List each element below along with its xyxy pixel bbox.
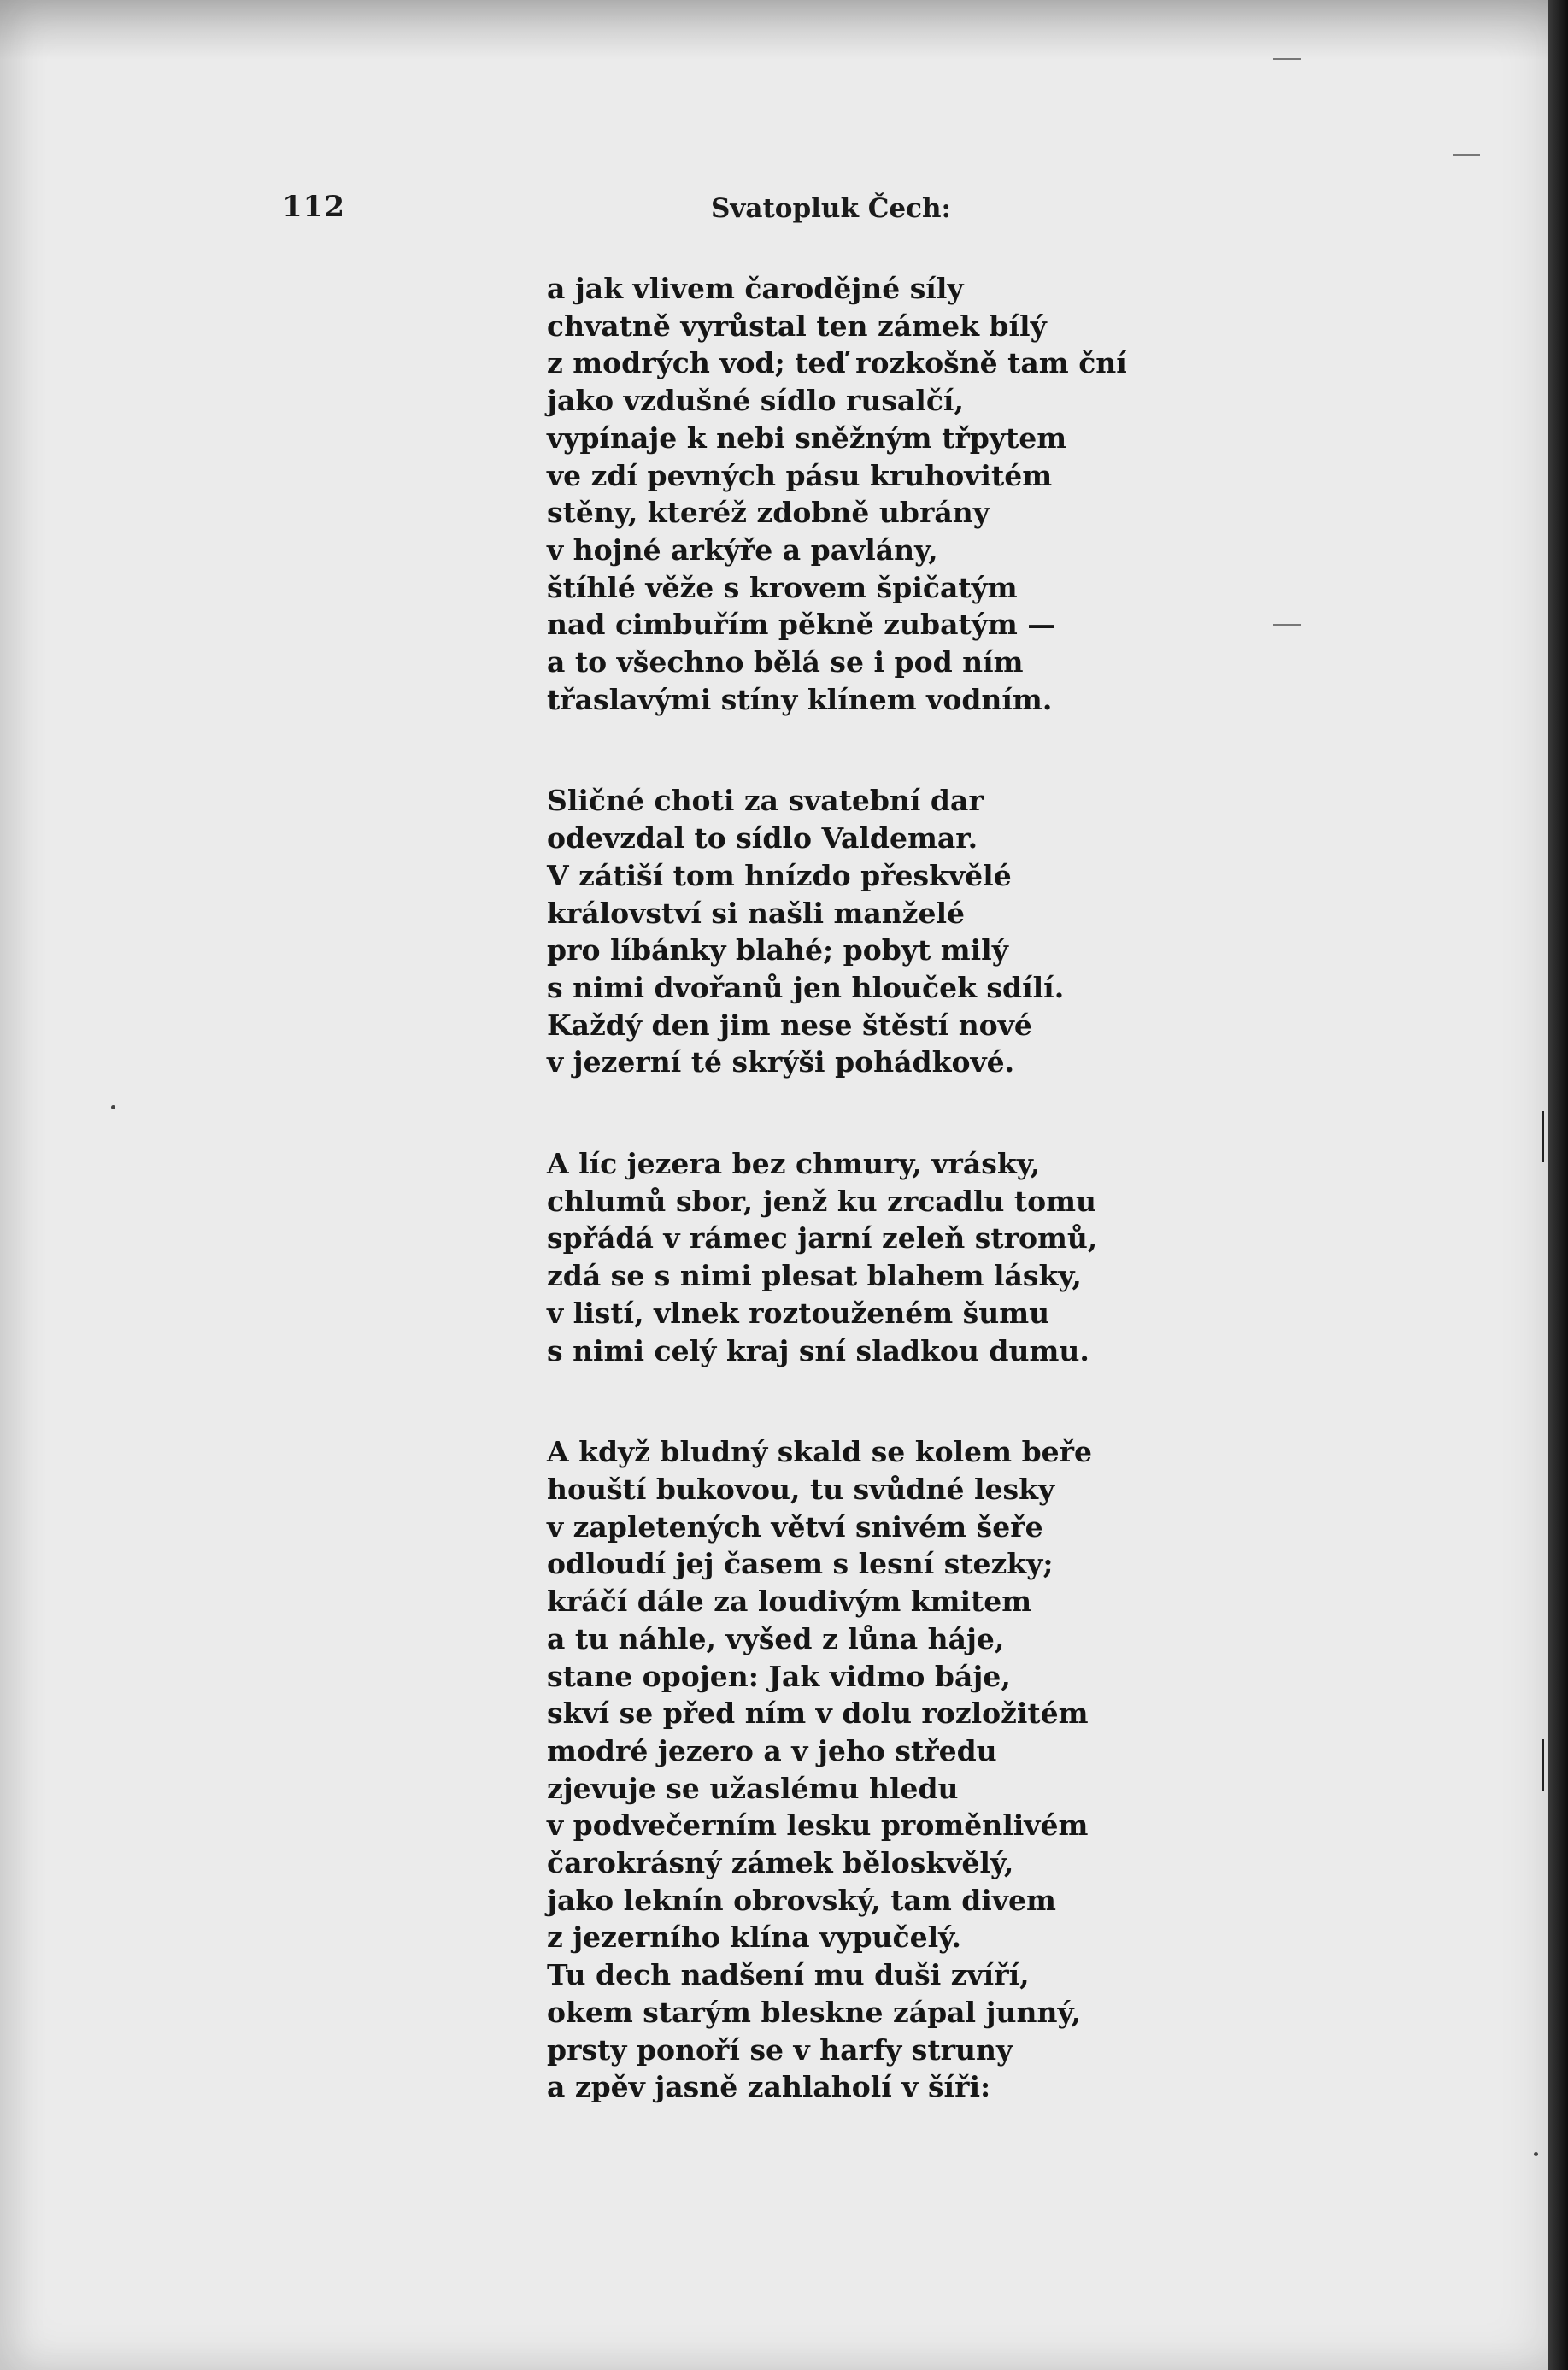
verse-line: s nimi dvořanů jen hlouček sdílí. <box>547 970 1065 1004</box>
stanza <box>547 1433 1487 2106</box>
verse-line: skví se před ním v dolu rozložitém <box>547 1697 1089 1731</box>
running-head-author: Svatopluk Čech: <box>711 193 951 224</box>
verse-line: v listí, vlnek roztouženém šumu <box>547 1296 1050 1330</box>
verse-line: v hojné arkýře a pavlány, <box>547 532 938 567</box>
verse-line: z jezerního klína vypučelý. <box>547 1920 962 1955</box>
running-header <box>282 190 1136 232</box>
verse-line: nad cimbuřím pěkně zubatým — <box>547 608 1056 642</box>
margin-mark <box>1273 58 1301 60</box>
stanza <box>547 782 1487 1081</box>
page-number: 112 <box>282 190 345 224</box>
verse-line: pro líbánky blahé; pobyt milý <box>547 933 1008 967</box>
verse-line: ve zdí pevných pásu kruhovitém <box>547 458 1053 492</box>
verse-line: v podvečerním lesku proměnlivém <box>547 1808 1089 1843</box>
verse-line: čarokrásný zámek běloskvělý, <box>547 1846 1014 1880</box>
verse-line: z modrých vod; teď rozkošně tam ční <box>547 346 1127 380</box>
stanza <box>547 270 1487 718</box>
verse-line: V zátiší tom hnízdo přeskvělé <box>547 858 1012 892</box>
ink-speck <box>111 1105 115 1109</box>
verse-line: třaslavými stíny klínem vodním. <box>547 682 1053 716</box>
verse-line: okem starým bleskne zápal junný, <box>547 1995 1082 2029</box>
verse-line: štíhlé věže s krovem špičatým <box>547 570 1018 604</box>
verse-line: jako vzdušné sídlo rusalčí, <box>547 384 964 418</box>
verse-line: kráčí dále za loudivým kmitem <box>547 1585 1032 1619</box>
ink-speck <box>1534 2152 1538 2156</box>
verse-line: zdá se s nimi plesat blahem lásky, <box>547 1259 1082 1293</box>
verse-line: stane opojen: Jak vidmo báje, <box>547 1659 1011 1693</box>
verse-line: a tu náhle, vyšed z lůna háje, <box>547 1621 1005 1655</box>
verse-line: a zpěv jasně zahlaholí v šíři: <box>547 2070 991 2104</box>
verse-line: A líc jezera bez chmury, vrásky, <box>547 1147 1041 1181</box>
verse-line: s nimi celý kraj sní sladkou dumu. <box>547 1333 1089 1367</box>
verse-line: A když bludný skald se kolem beře <box>547 1435 1093 1469</box>
verse-line: zjevuje se užaslému hledu <box>547 1771 959 1805</box>
verse-line: chvatně vyrůstal ten zámek bílý <box>547 309 1047 343</box>
verse-line: v jezerní té skrýši pohádkové. <box>547 1045 1015 1079</box>
margin-mark <box>1273 624 1301 626</box>
page-shadow <box>0 0 1548 60</box>
verse-line: odevzdal to sídlo Valdemar. <box>547 821 978 856</box>
book-edge-shadow <box>1548 0 1568 2370</box>
verse-line: Sličné choti za svatební dar <box>547 784 984 818</box>
verse-line: modré jezero a v jeho středu <box>547 1733 997 1767</box>
verse-line: houští bukovou, tu svůdné lesky <box>547 1472 1055 1506</box>
stanza <box>547 1145 1487 1369</box>
verse-line: prsty ponoří se v harfy struny <box>547 2032 1013 2067</box>
poem-body <box>547 270 1487 2106</box>
verse-line: v zapletených větví snivém šeře <box>547 1509 1043 1544</box>
verse-line: stěny, kteréž zdobně ubrány <box>547 496 990 530</box>
verse-line: Tu dech nadšení mu duši zvíří, <box>547 1958 1030 1992</box>
verse-line: jako leknín obrovský, tam divem <box>547 1883 1056 1917</box>
verse-line: a jak vlivem čarodějné síly <box>547 272 964 305</box>
verse-line: království si našli manželé <box>547 896 966 930</box>
verse-line: a to všechno bělá se i pod ním <box>547 645 1024 679</box>
verse-line: vypínaje k nebi sněžným třpytem <box>547 420 1067 455</box>
verse-line: spřádá v rámec jarní zeleň stromů, <box>547 1221 1098 1256</box>
margin-mark <box>1453 154 1480 156</box>
verse-line: odloudí jej časem s lesní stezky; <box>547 1547 1054 1581</box>
verse-line: Každý den jim nese štěstí nové <box>547 1008 1032 1042</box>
verse-line: chlumů sbor, jenž ku zrcadlu tomu <box>547 1184 1097 1218</box>
